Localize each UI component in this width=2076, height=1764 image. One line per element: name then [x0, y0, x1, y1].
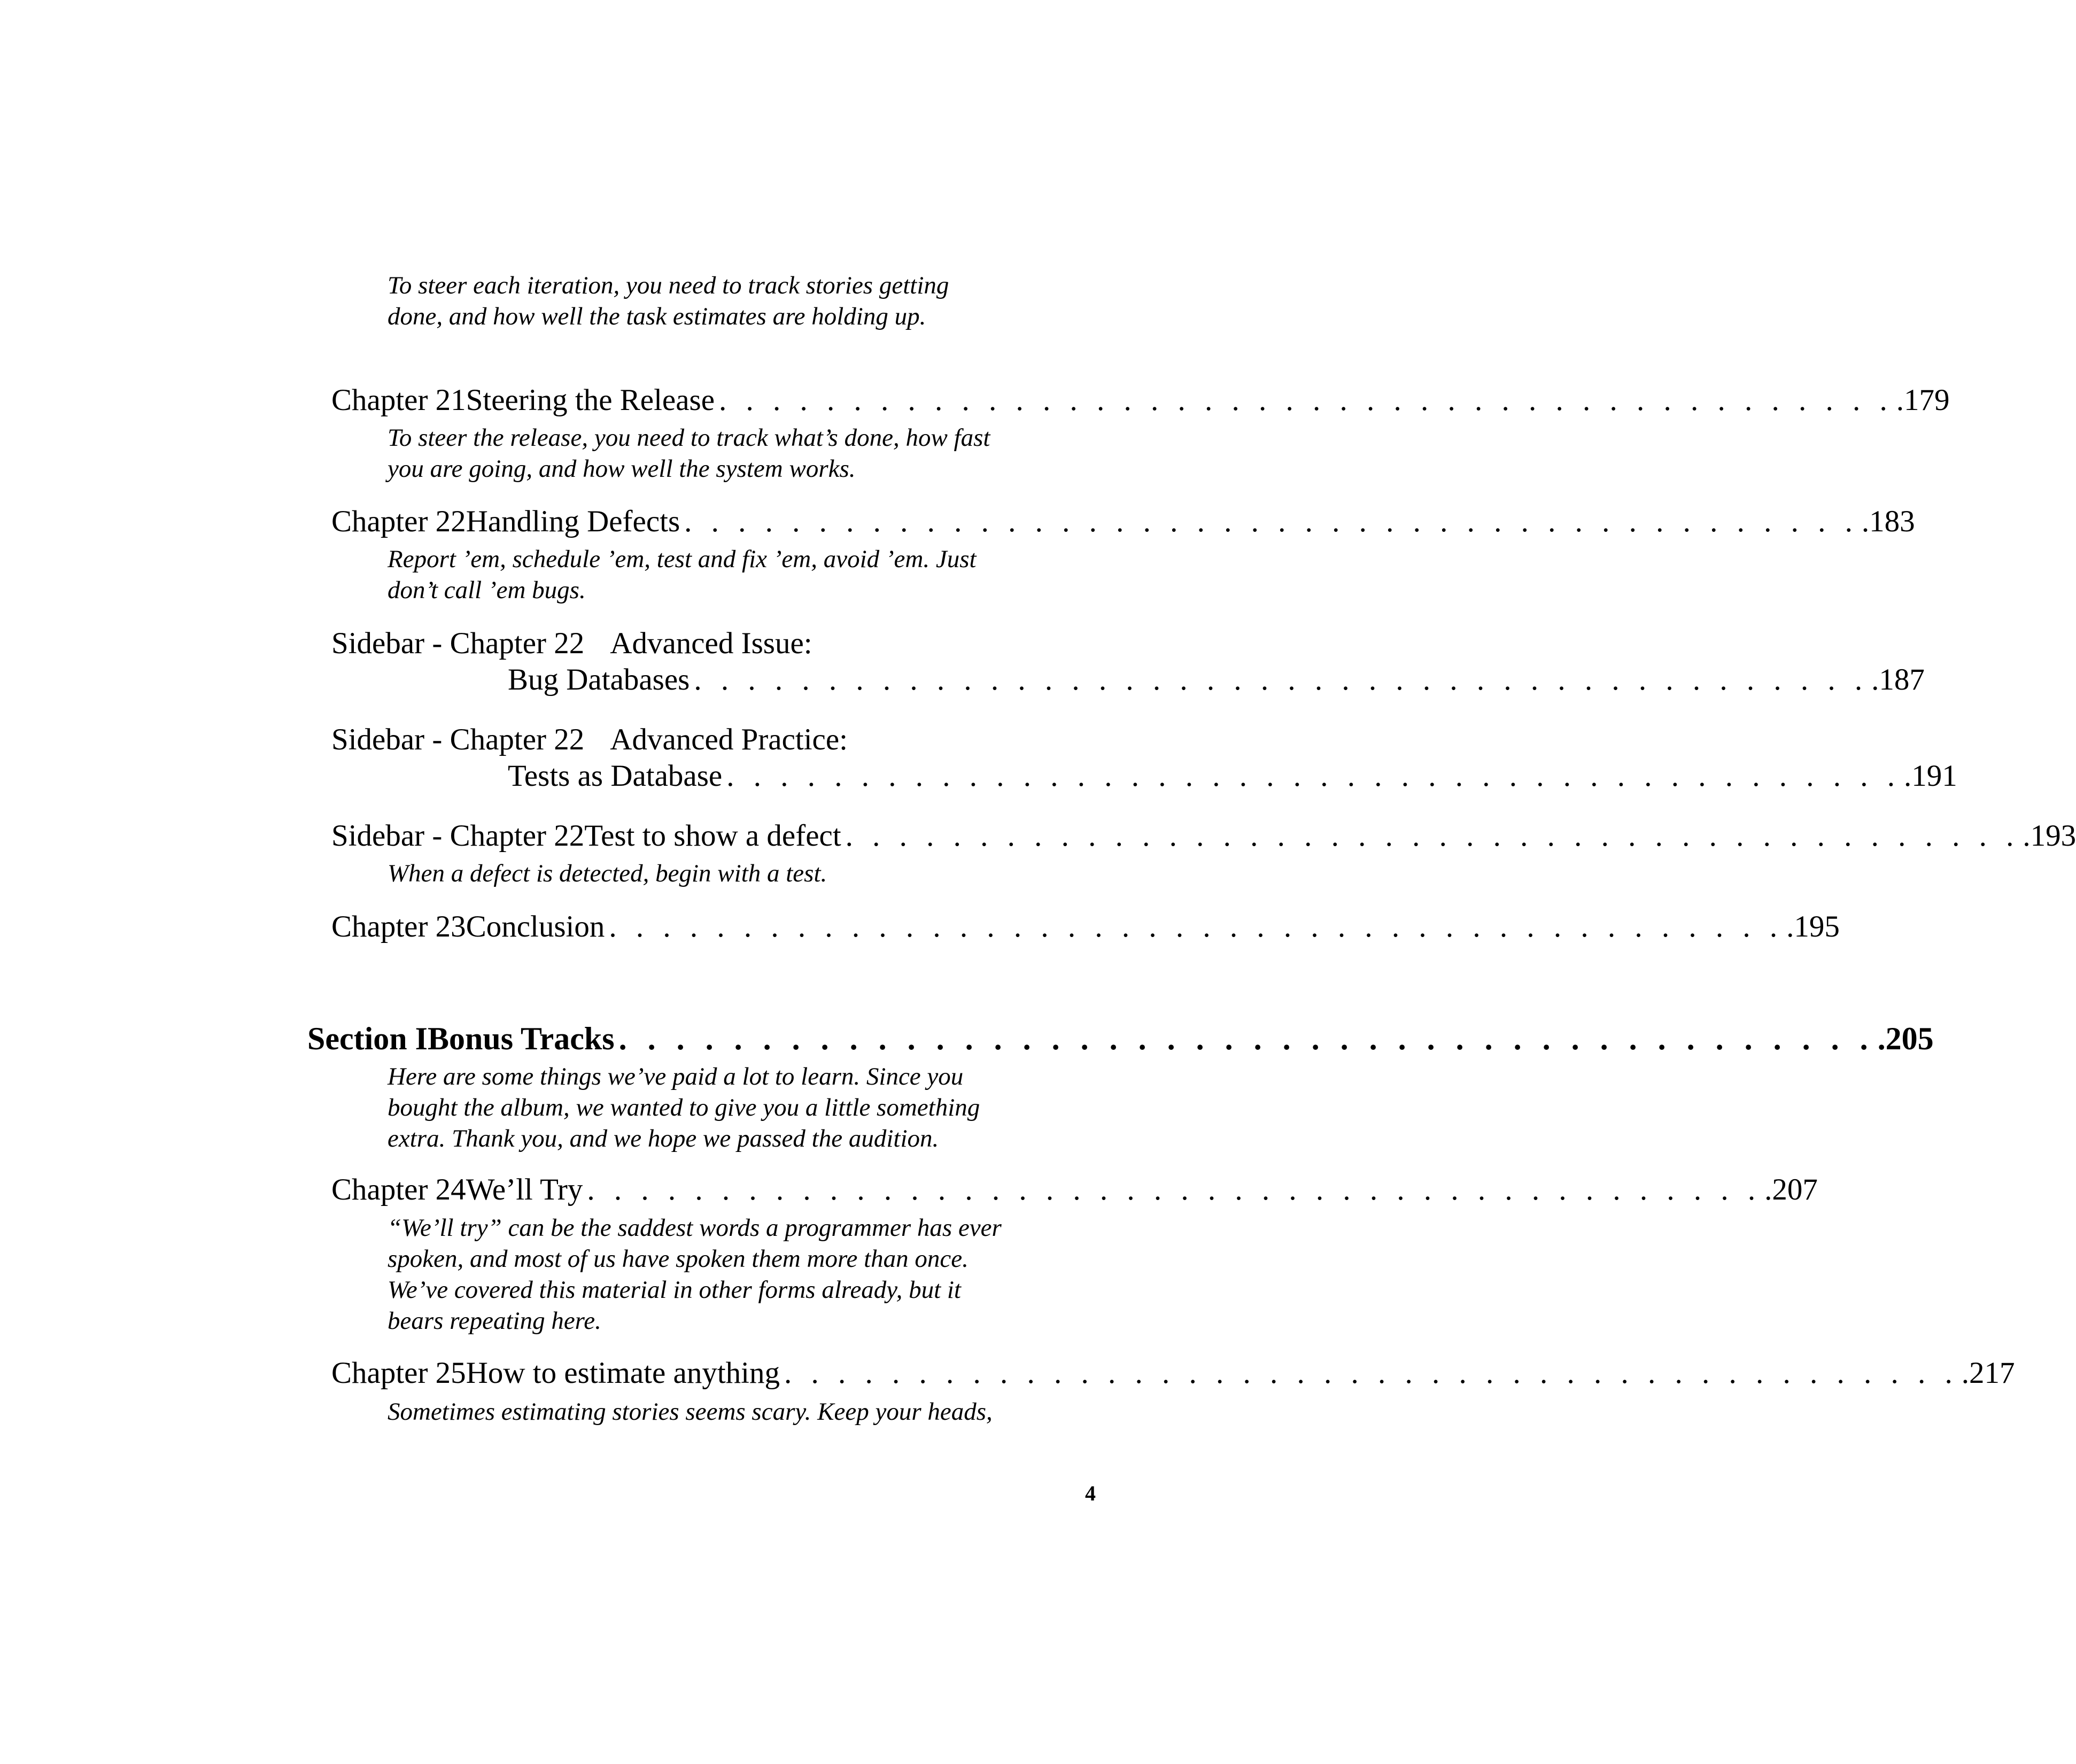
dot-leader: . . . . . . . . . . . . . . . . . . . . . . . . . . . . . . . . . . . . . . . . . . . .	[684, 505, 1858, 538]
description-line: Here are some things we’ve paid a lot to learn. Since you	[388, 1063, 964, 1090]
page-number: .183	[1861, 505, 1915, 538]
dot-leader: . . . . . . . . . . . . . . . . . . . . . . . . . . . . . . . . . . . . . . . . . . . .	[719, 383, 1893, 417]
dot-leader: . . . . . . . . . . . . . . . . . . . . . . . . . . . . . . . . . . . . . . . . . . . .	[609, 910, 1784, 943]
section-title: Bonus Tracks	[428, 1021, 615, 1056]
description-line: bears repeating here.	[388, 1307, 601, 1335]
description-line: spoken, and most of us have spoken them more than once.	[388, 1245, 969, 1273]
page-number: .195	[1786, 910, 1840, 943]
toc-entry-chapter-24[interactable]	[331, 1172, 1818, 1208]
page-number: .187	[1871, 663, 1925, 697]
chapter-label: Chapter 22	[331, 505, 466, 538]
description-line: don’t call ’em bugs.	[388, 576, 586, 604]
description-line: When a defect is detected, begin with a test.	[388, 860, 827, 887]
chapter-21-description	[388, 422, 990, 484]
toc-entry-sidebar-test-to-show-a-defect[interactable]	[331, 818, 2076, 854]
chapter-title: Conclusion	[466, 910, 605, 943]
chapter-title: Steering the Release	[466, 383, 715, 417]
description-line: you are going, and how well the system works.	[388, 455, 856, 483]
page-number: .205	[1877, 1021, 1934, 1056]
chapter-22-description	[388, 544, 977, 606]
chapter-label: Chapter 24	[331, 1173, 466, 1206]
toc-entry-chapter-25[interactable]	[331, 1355, 2015, 1391]
dot-leader: . . . . . . . . . . . . . . . . . . . . . . . . . . . . . . . . . . . . . . . . . . . .	[618, 1021, 1874, 1056]
sidebar-title: Tests as Database	[508, 759, 723, 793]
section-label: Section I	[307, 1021, 428, 1056]
description-line: extra. Thank you, and we hope we passed the audition.	[388, 1125, 939, 1152]
chapter-title: How to estimate anything	[466, 1356, 780, 1390]
description-line: Report ’em, schedule ’em, test and fix ’em, avoid ’em. Just	[388, 545, 977, 573]
page-number: .193	[2023, 819, 2076, 853]
sidebar-title: Bug Databases	[508, 663, 690, 697]
section-i-description	[388, 1061, 980, 1154]
chapter-25-description	[388, 1396, 993, 1427]
sidebar-test-description	[388, 858, 827, 889]
continued-description	[388, 270, 949, 332]
dot-leader: . . . . . . . . . . . . . . . . . . . . . . . . . . . . . . . . . . . . . . . . . . . .	[587, 1173, 1762, 1206]
dot-leader: . . . . . . . . . . . . . . . . . . . . . . . . . . . . . . . . . . . . . . . . . . . .	[726, 759, 1901, 793]
chapter-24-description	[388, 1212, 1002, 1336]
sidebar-title-line1: Advanced Issue:	[610, 626, 812, 660]
chapter-label: Chapter 21	[331, 383, 466, 417]
chapter-title: We’ll Try	[466, 1173, 583, 1206]
dot-leader: . . . . . . . . . . . . . . . . . . . . . . . . . . . . . . . . . . . . . . . . . . . .	[845, 819, 2020, 853]
description-line: bought the album, we wanted to give you a little something	[388, 1094, 980, 1121]
description-line: Sometimes estimating stories seems scary. Keep your heads,	[388, 1398, 993, 1426]
page-number: .207	[1764, 1173, 1818, 1206]
toc-entry-sidebar-tests-as-database[interactable]	[331, 722, 1957, 794]
page-number: .217	[1961, 1356, 2015, 1390]
toc-entry-chapter-23[interactable]	[331, 909, 1840, 945]
toc-entry-section-i[interactable]	[307, 1020, 1934, 1057]
sidebar-label: Sidebar - Chapter 22	[331, 723, 585, 756]
sidebar-label: Sidebar - Chapter 22	[331, 626, 585, 660]
description-line: done, and how well the task estimates are holding up.	[388, 303, 926, 330]
dot-leader: . . . . . . . . . . . . . . . . . . . . . . . . . . . . . . . . . . . . . . . . . . . .	[694, 663, 1869, 697]
sidebar-title: Test to show a defect	[584, 819, 841, 853]
page-number: .191	[1903, 759, 1957, 793]
description-line: We’ve covered this material in other forms already, but it	[388, 1276, 961, 1304]
chapter-label: Chapter 25	[331, 1356, 466, 1390]
sidebar-label: Sidebar - Chapter 22	[331, 819, 585, 853]
description-line: To steer the release, you need to track what’s done, how fast	[388, 424, 990, 452]
sidebar-title-line1: Advanced Practice:	[610, 723, 848, 756]
description-line: “We’ll try” can be the saddest words a programmer has ever	[388, 1214, 1002, 1242]
dot-leader: . . . . . . . . . . . . . . . . . . . . . . . . . . . . . . . . . . . . . . . . . . . .	[784, 1356, 1958, 1390]
description-line: To steer each iteration, you need to track stories getting	[388, 272, 949, 299]
chapter-title: Handling Defects	[466, 505, 680, 538]
toc-entry-chapter-22[interactable]	[331, 504, 1915, 540]
page-number-footer: 4	[1085, 1481, 1096, 1505]
page-number: .179	[1896, 383, 1950, 417]
toc-entry-sidebar-bug-databases[interactable]	[331, 625, 1925, 698]
chapter-label: Chapter 23	[331, 910, 466, 943]
toc-entry-chapter-21[interactable]	[331, 382, 1950, 419]
